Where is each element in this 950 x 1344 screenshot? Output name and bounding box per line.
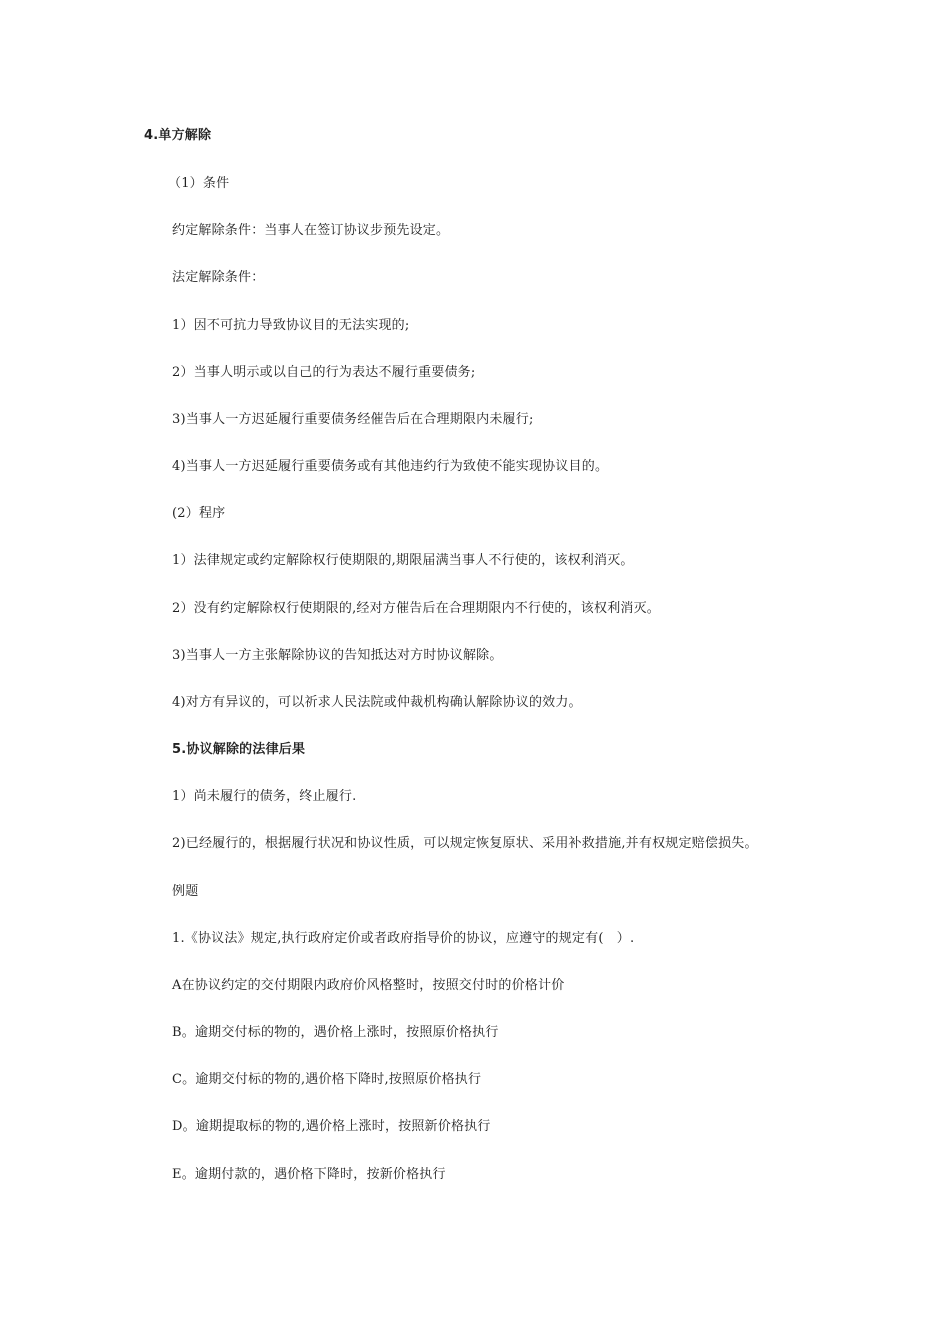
option-e: E。逾期付款的，遇价格下降时，按新价格执行 [172, 1167, 446, 1182]
paragraph: 约定解除条件：当事人在签订协议步预先设定。 [172, 223, 450, 238]
list-item: 1）因不可抗力导致协议目的无法实现的; [172, 318, 410, 333]
paragraph: 法定解除条件： [172, 270, 265, 285]
subheading-example: 例题 [172, 884, 199, 899]
list-item: 1）尚未履行的债务，终止履行. [172, 789, 357, 804]
option-c: C。逾期交付标的物的,遇价格下降时,按照原价格执行 [172, 1072, 482, 1087]
section-heading-legal-consequences: 5.协议解除的法律后果 [172, 742, 306, 757]
option-a: A在协议约定的交付期限内政府价风格整时，按照交付时的价格计价 [172, 978, 565, 993]
section-heading-unilateral-termination: 4.单方解除 [144, 128, 212, 143]
list-item: 3)当事人一方主张解除协议的告知抵达对方时协议解除。 [172, 648, 503, 663]
list-item: 2)已经履行的，根据履行状况和协议性质，可以规定恢复原状、采用补救措施,并有权规定赔偿损失。 [172, 836, 758, 851]
question-text: 1.《协议法》规定,执行政府定价或者政府指导价的协议，应遵守的规定有( ）. [172, 931, 635, 946]
option-d: D。逾期提取标的物的,遇价格上涨时，按照新价格执行 [172, 1119, 491, 1134]
list-item: 1）法律规定或约定解除权行使期限的,期限届满当事人不行使的，该权利消灭。 [172, 553, 634, 568]
list-item: 3)当事人一方迟延履行重要债务经催告后在合理期限内未履行; [172, 412, 534, 427]
list-item: 4)对方有异议的，可以祈求人民法院或仲裁机构确认解除协议的效力。 [172, 695, 582, 710]
option-b: B。逾期交付标的物的，遇价格上涨时，按照原价格执行 [172, 1025, 499, 1040]
list-item: 2）没有约定解除权行使期限的,经对方催告后在合理期限内不行使的，该权利消灭。 [172, 601, 661, 616]
list-item: 4)当事人一方迟延履行重要债务或有其他违约行为致使不能实现协议目的。 [172, 459, 609, 474]
list-item: 2）当事人明示或以自己的行为表达不履行重要债务; [172, 365, 476, 380]
subheading-conditions: （1）条件 [168, 176, 230, 191]
subheading-procedure: (2）程序 [172, 506, 226, 521]
